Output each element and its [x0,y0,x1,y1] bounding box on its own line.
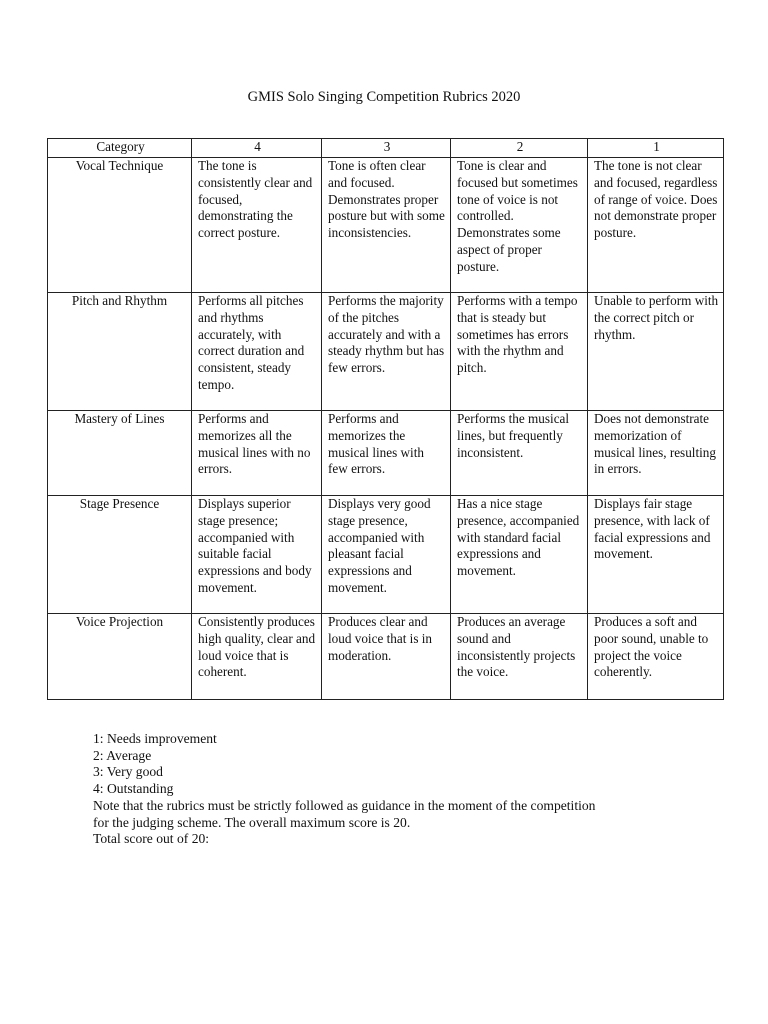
header-score-2: 2 [451,139,588,158]
cell-score-2: Tone is clear and focused but sometimes tone of voice is not controlled. Demonstrates some aspect of proper posture. [451,158,588,293]
cell-score-2: Has a nice stage presence, accompanied with standard facial expressions and movement. [451,496,588,614]
legend-item: 1: Needs improvement [93,731,217,746]
cell-score-4: Performs and memorizes all the musical lines with no errors. [192,411,322,496]
legend-item: 2: Average [93,747,152,763]
cell-score-3: Performs the majority of the pitches accurately and with a steady rhythm but has few errors. [322,293,451,411]
cell-score-3: Tone is often clear and focused. Demonstrates proper posture but with some inconsistencies. [322,158,451,293]
cell-score-2: Performs the musical lines, but frequently inconsistent. [451,411,588,496]
row-category: Stage Presence [48,496,192,614]
header-score-1: 1 [588,139,724,158]
cell-score-1: Produces a soft and poor sound, unable to project the voice coherently. [588,614,724,700]
table-row [48,293,724,411]
cell-score-4: Consistently produces high quality, clear and loud voice that is coherent. [192,614,322,700]
table-row [48,158,724,293]
cell-score-1: Displays fair stage presence, with lack of facial expressions and movement. [588,496,724,614]
cell-score-4: Performs all pitches and rhythms accurately, with correct duration and consistent, steady tempo. [192,293,322,411]
legend-item: 4: Outstanding [93,781,174,797]
table-row [48,614,724,700]
table-row [48,496,724,614]
row-category: Mastery of Lines [48,411,192,496]
cell-score-1: Does not demonstrate memorization of musical lines, resulting in errors. [588,411,724,496]
cell-score-1: Unable to perform with the correct pitch or rhythm. [588,293,724,411]
guidance-note-line: Note that the rubrics must be strictly followed as guidance in the moment of the competition [93,797,596,813]
cell-score-4: Displays superior stage presence; accompanied with suitable facial expressions and body movement. [192,496,322,614]
header-score-3: 3 [322,139,451,158]
total-score-line: Total score out of 20: [93,831,210,847]
cell-score-2: Performs with a tempo that is steady but sometimes has errors with the rhythm and pitch. [451,293,588,411]
guidance-note-line: for the judging scheme. The overall maximum score is 20. [93,814,411,830]
cell-score-2: Produces an average sound and inconsistently projects the voice. [451,614,588,700]
legend-item: 3: Very good [93,764,163,780]
rubric-table [47,138,724,700]
cell-score-3: Produces clear and loud voice that is in moderation. [322,614,451,700]
table-row [48,411,724,496]
row-category: Vocal Technique [48,158,192,293]
row-category: Pitch and Rhythm [48,293,192,411]
cell-score-3: Performs and memorizes the musical lines with few errors. [322,411,451,496]
page-title: GMIS Solo Singing Competition Rubrics 2020 [247,89,521,105]
cell-score-4: The tone is consistently clear and focused, demonstrating the correct posture. [192,158,322,293]
header-row [48,139,724,158]
scoring-notes [93,731,693,848]
cell-score-1: The tone is not clear and focused, regardless of range of voice. Does not demonstrate proper posture. [588,158,724,293]
row-category: Voice Projection [48,614,192,700]
cell-score-3: Displays very good stage presence, accompanied with pleasant facial expressions and movement. [322,496,451,614]
header-score-4: 4 [192,139,322,158]
header-category: Category [48,139,192,158]
